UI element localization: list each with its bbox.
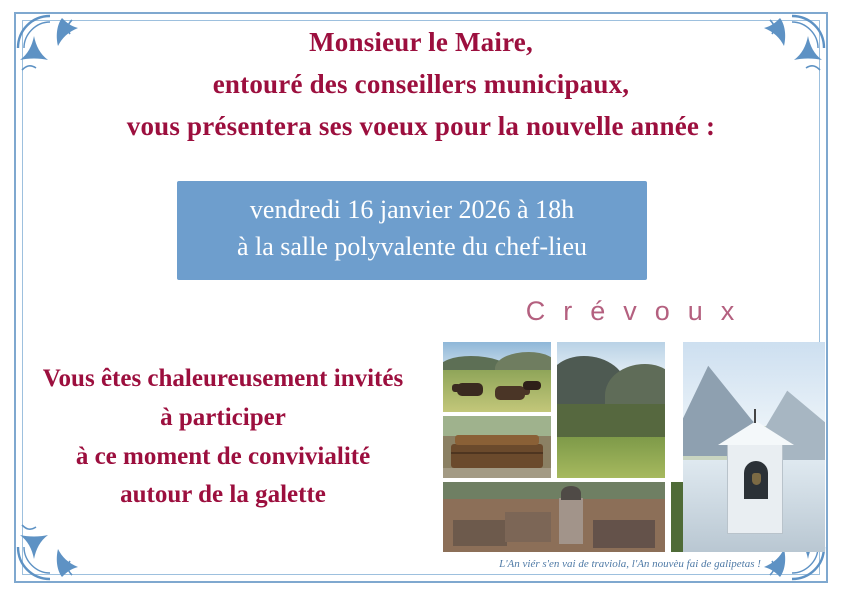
event-location: à la salle polyvalente du chef-lieu (236, 232, 588, 262)
corner-flourish-icon (10, 509, 88, 587)
headline (40, 22, 802, 148)
photo-collage (435, 296, 825, 581)
photo-bell (683, 342, 825, 552)
invitation-line-1: Vous êtes chaleureusement invités (42, 365, 404, 392)
invitation-line-3: à ce moment de convivialité (75, 442, 371, 470)
invitation-text (18, 360, 428, 515)
headline-line-1: Monsieur le Maire, (309, 27, 533, 57)
invitation-line-4: autour de la galette (120, 481, 326, 509)
invitation-line-2: à participer (160, 403, 286, 431)
headline-line-3: vous présentera ses voeux pour la nouvelle année : (126, 110, 716, 141)
event-date-box (177, 181, 647, 280)
photo-cows (443, 342, 551, 412)
photo-logs (443, 416, 551, 478)
photo-grid (443, 342, 825, 552)
headline-line-2: entouré des conseillers municipaux, (212, 68, 630, 99)
photo-valley (557, 342, 665, 478)
collage-caption: L'An viér s'en vai de traviola, l'An nouvèu fai de galipetas ! (499, 558, 761, 570)
village-name: Crévoux (525, 296, 753, 326)
event-datetime: vendredi 16 janvier 2026 à 18h (249, 195, 575, 224)
photo-village (443, 482, 665, 552)
